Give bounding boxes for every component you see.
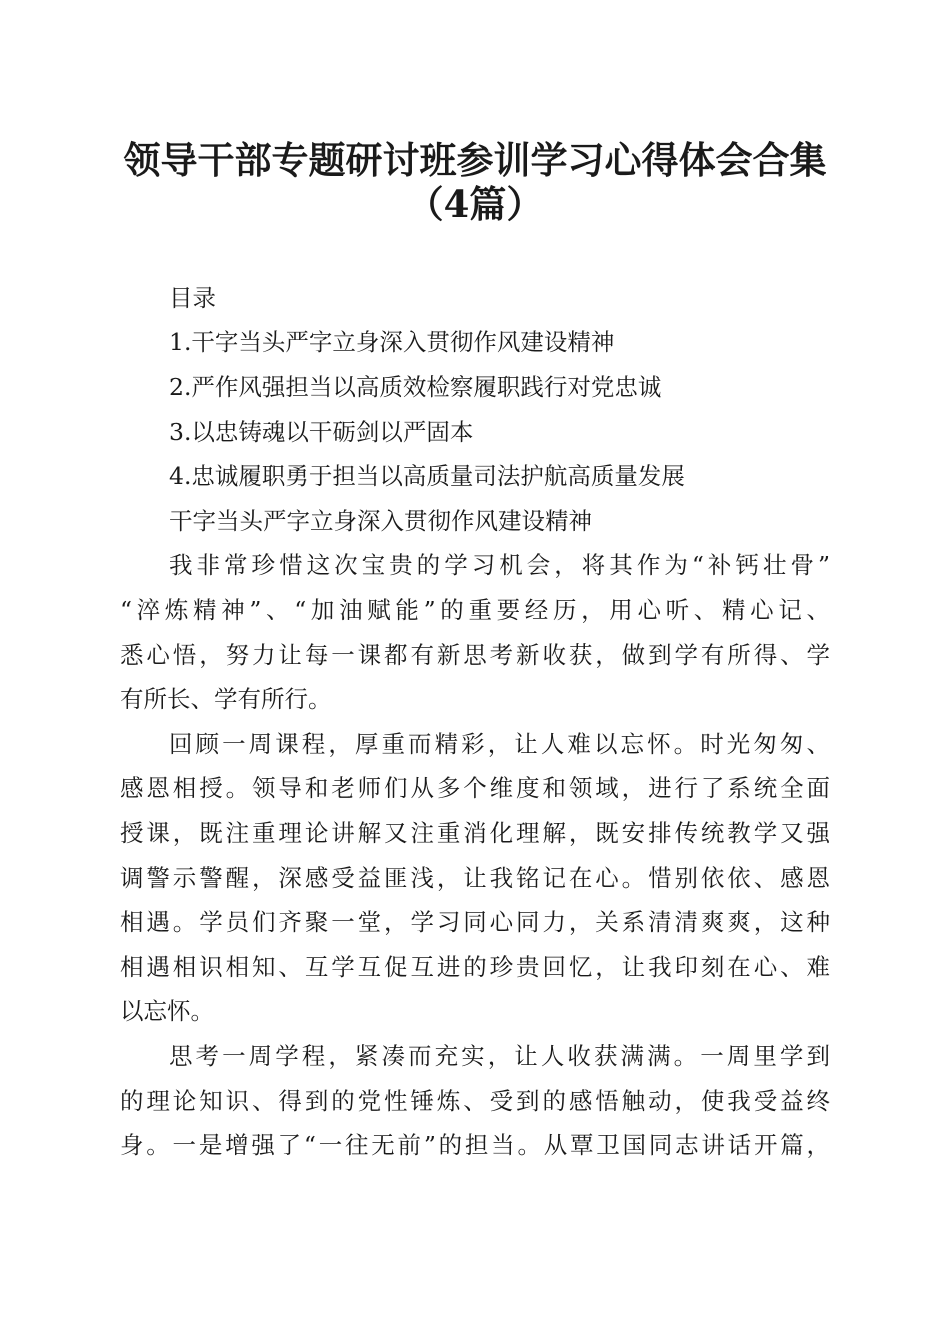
paragraph-line: 回顾一周课程，厚重而精彩，让人难以忘怀。时光匆匆、 bbox=[169, 730, 830, 758]
paragraph-line: 调警示警醒，深感受益匪浅，让我铭记在心。惜别依依、感恩 bbox=[120, 864, 830, 892]
paragraph-line: “淬炼精神”、“加油赋能”的重要经历，用心听、精心记、 bbox=[120, 596, 830, 624]
document-title: 领导干部专题研讨班参训学习心得体会合集 bbox=[123, 138, 827, 182]
paragraph-line: 以忘怀。 bbox=[120, 997, 214, 1025]
paragraph-line: 我非常珍惜这次宝贵的学习机会，将其作为“补钙壮骨” bbox=[169, 551, 830, 579]
section-title: 干字当头严字立身深入贯彻作风建设精神 bbox=[169, 507, 592, 535]
toc-item: 3.以忠铸魂以干砺剑以严固本 bbox=[169, 418, 474, 446]
paragraph-line: 的理论知识、得到的党性锤炼、受到的感悟触动，使我受益终 bbox=[120, 1087, 830, 1115]
paragraph-line: 授课，既注重理论讲解又注重消化理解，既安排传统教学又强 bbox=[120, 819, 830, 847]
toc-heading: 目录 bbox=[169, 284, 216, 312]
paragraph-line: 感恩相授。领导和老师们从多个维度和领域，进行了系统全面 bbox=[120, 774, 830, 802]
toc-item: 2.严作风强担当以高质效检察履职践行对党忠诚 bbox=[169, 373, 662, 401]
toc-item: 4.忠诚履职勇于担当以高质量司法护航高质量发展 bbox=[169, 462, 685, 490]
toc-item: 1.干字当头严字立身深入贯彻作风建设精神 bbox=[169, 328, 615, 356]
paragraph-line: 有所长、学有所行。 bbox=[120, 685, 332, 713]
paragraph-line: 思考一周学程，紧凑而充实，让人收获满满。一周里学到 bbox=[169, 1042, 830, 1070]
paragraph-line: 身。一是增强了“一往无前”的担当。从覃卫国同志讲话开篇， bbox=[120, 1131, 830, 1159]
paragraph-line: 相遇相识相知、互学互促互进的珍贵回忆，让我印刻在心、难 bbox=[120, 953, 830, 981]
paragraph-line: 悉心悟，努力让每一课都有新思考新收获，做到学有所得、学 bbox=[120, 641, 830, 669]
document-title-count: （4篇） bbox=[406, 182, 544, 226]
paragraph-line: 相遇。学员们齐聚一堂，学习同心同力，关系清清爽爽，这种 bbox=[120, 908, 830, 936]
